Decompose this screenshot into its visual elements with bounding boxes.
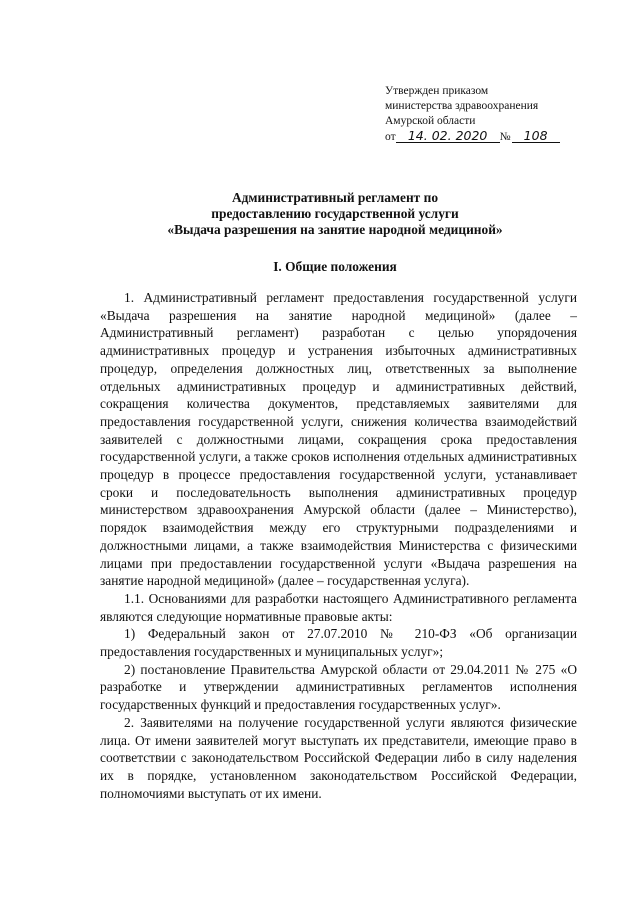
approval-number-sign: № <box>499 131 511 143</box>
approval-line-1: Утвержден приказом <box>385 85 489 97</box>
title-line-3: «Выдача разрешения на занятие народной медициной» <box>167 222 503 237</box>
approval-from-label: от <box>385 131 396 143</box>
paragraph: 1) Федеральный закон от 27.07.2010 № 210-ФЗ «Об организации предоставления государственных и муниципальных услуг»; <box>100 626 577 660</box>
title-line-1: Административный регламент по <box>231 190 439 205</box>
paragraph: 2) постановление Правительства Амурской области от 29.04.2011 № 275 «О разработке и утверждении административных регламентов исполнения государственных функций и предоставления государственных услуг». <box>100 661 577 713</box>
paragraph: 2. Заявителями на получение государственной услуги являются физические лица. От имени заявителей могут выступать их представители, имеющие право в соответствии с законодательством Российской Федерации либо в силу наделения их в порядке, установленном законодательством Российской Федерации, полномочиями выступать от их имени. <box>100 714 577 801</box>
title-line-2: предоставлению государственной услуги <box>211 206 459 221</box>
section-heading: I. Общие положения <box>273 259 397 274</box>
paragraph: 1.1. Основаниями для разработки настоящего Административного регламента являются следующие нормативные правовые акты: <box>100 590 577 624</box>
handwritten-number: 108 <box>512 129 560 143</box>
approval-line-2: министерства здравоохранения <box>385 100 539 112</box>
approval-stamp <box>385 84 585 145</box>
approval-date-line <box>385 129 585 145</box>
document-body <box>100 289 577 802</box>
document-title <box>100 190 570 238</box>
paragraph: 1. Административный регламент предоставления государственной услуги «Выдача разрешения на занятие народной медициной» (далее – Административный регламент) разработан с целью упорядочения административных процедур и устранения избыточных административных процедур, определения должностных лиц, ответственных за выполнение отдельных административных процедур и административных действий, сокращения количества документов, представляемых заявителями для предоставления государственной услуги, снижения количества взаимодействий заявителей с должностными лицами, сокращения срока предоставления государственной услуги, а также сроков исполнения отдельных административных процедур в процессе предоставления государственной услуги, устанавливает сроки и последовательность выполнения административных процедур министерством здравоохранения Амурской области (далее – Министерство), порядок взаимодействия между его структурными подразделениями и должностными лицами, а также взаимодействия Министерства с физическими лицами при предоставлении государственной услуги «Выдача разрешения на занятие народной медициной» (далее – государственная услуга). <box>100 290 577 589</box>
approval-line-3: Амурской области <box>385 115 476 127</box>
handwritten-date: 14. 02. 2020 <box>396 129 500 143</box>
